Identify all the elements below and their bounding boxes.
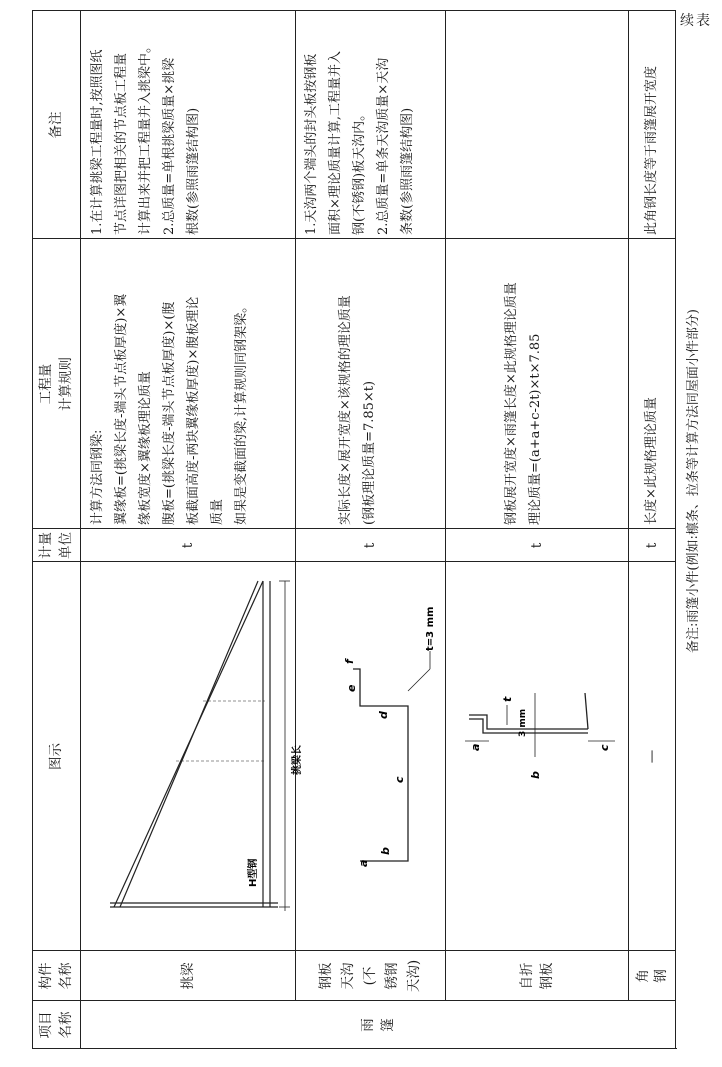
header-unit-text: 计量单位 [38, 532, 74, 559]
footnote-row-divider [676, 1048, 677, 1049]
row2-unit-text: t [362, 542, 378, 549]
row2-note-line: 2.总质量=单条天沟质量×天沟 [376, 57, 391, 235]
dim-c: c [393, 776, 406, 783]
row1-rule-line: 缘板宽度×翼缘板理论质量 [138, 371, 153, 525]
header-project-name [32, 1001, 80, 1049]
dim-d: d [377, 711, 390, 719]
row3-component-line: 钢板 [538, 962, 555, 990]
row4-note-line: 此角钢长度等于雨篷展开宽度 [644, 65, 659, 235]
row1-note-line: 计算出来并把工程量并入挑梁中。 [138, 39, 153, 235]
row3-unit [445, 529, 628, 562]
row1-remarks [86, 11, 206, 239]
row1-rule-line: 板截面高度-两块翼缘板厚度)×腹板理论 [186, 296, 201, 525]
row3-rule [500, 239, 548, 529]
row2-remarks [300, 11, 420, 239]
header-quantity-rule-line1: 工程量 [38, 363, 54, 405]
thickness-leader [408, 669, 430, 691]
row3-rule-line: 理论质量=(a+a+c-2t)×t×7.85 [528, 333, 543, 525]
row1-rule-line: 翼缘板=(挑梁长度-端头节点板厚度)×翼 [114, 293, 129, 525]
row4-diagram-dash: — [644, 749, 660, 764]
row2-component-line: (不 [362, 966, 378, 986]
row2-rule-line: (钢板理论质量=7.85×t) [362, 380, 377, 525]
dim-f: f [343, 659, 356, 664]
row1-unit-text: t [179, 542, 196, 549]
row4-component-line: 钢 [653, 969, 669, 983]
row2-rule [334, 239, 382, 529]
dim-t: t [501, 696, 514, 702]
dim-a: a [357, 859, 370, 867]
dim-b: b [529, 771, 542, 779]
row1-component-text: 挑梁 [179, 962, 196, 990]
header-project-name-text: 项目名称 [38, 1011, 74, 1039]
header-remarks [32, 11, 80, 239]
row1-unit [80, 529, 295, 562]
project-name-line2: 篷 [380, 1018, 396, 1032]
header-diagram-text: 图示 [48, 743, 64, 770]
header-quantity-rule [32, 239, 80, 529]
row2-diagram [295, 562, 445, 951]
dim-b: b [379, 847, 392, 855]
row2-component [295, 951, 445, 1001]
row4-component [628, 951, 676, 1001]
row2-component-line: 天沟) [406, 959, 422, 993]
h-steel-label: H型钢 [248, 858, 259, 887]
row2-component-line: 锈钢 [384, 962, 400, 990]
row2-note-line: 钢(不锈钢)板天沟内。 [352, 107, 367, 235]
row4-remarks [640, 11, 664, 239]
row3-unit-text: t [528, 542, 545, 549]
row2-component-line: 钢板 [318, 962, 334, 990]
row1-rule-line: 质量 [210, 498, 225, 525]
row3-diagram [445, 562, 628, 951]
cantilever-beam-drawing [80, 562, 303, 951]
beam-length-label: 挑梁长 [292, 745, 303, 775]
project-name-line1: 雨 [360, 1018, 376, 1032]
folded-plate-top-lip [469, 715, 588, 729]
row3-component [445, 951, 628, 1001]
row4-unit-text: t [644, 542, 660, 549]
row2-note-line: 面积×理论质量计算,工程量并入 [328, 50, 343, 235]
row1-rule-line: 计算方法同钢梁: [90, 429, 105, 525]
folded-plate-drawing [445, 562, 628, 951]
row3-rule-line: 钢板展开宽度×雨篷长度×此规格理论质量 [504, 282, 519, 525]
row1-rule-line: 腹板=(挑梁长度-端头节点板厚度)×(腹 [162, 301, 177, 525]
row4-component-line: 角 [635, 969, 651, 983]
row1-note-line: 1.在计算挑梁工程量时,按照图纸 [90, 49, 105, 235]
beam-top-edge-inner [120, 581, 258, 907]
folded-plate-bottom-lip [585, 693, 588, 729]
row1-rule [86, 239, 254, 529]
gutter-profile [353, 669, 408, 861]
row2-note-line: 条数(参照雨篷结构图) [400, 107, 415, 235]
header-quantity-rule-line2: 计算规则 [58, 357, 74, 411]
footnote [682, 11, 706, 951]
dim-e: e [345, 684, 358, 692]
row2-component-line: 天沟 [340, 962, 356, 990]
dim-c: c [598, 744, 611, 751]
row1-note-line: 节点详图把相关的节点板工程量 [114, 52, 129, 235]
row2-rule-line: 实际长度×展开宽度×该规格的理论质量 [338, 295, 353, 525]
header-component-name [32, 951, 80, 1001]
continued-label: 续表 [680, 13, 712, 29]
row2-note-line: 1.天沟两个端头的封头板按钢板 [304, 53, 319, 235]
row4-unit [628, 529, 676, 562]
row2-unit [295, 529, 445, 562]
project-name-cell [80, 1001, 676, 1049]
gutter-section-drawing [295, 562, 445, 951]
row4-rule-line: 长度×此规格理论质量 [644, 397, 659, 525]
dim-3mm: 3 mm [518, 708, 528, 737]
row3-component-line: 自折 [518, 962, 535, 990]
dim-thickness: t=3 mm [425, 606, 436, 651]
header-remarks-text: 备注 [48, 111, 64, 139]
footnote-text: 备注:雨篷小件(例如:檩条、拉条等计算方法同屋面小件部分) [686, 309, 701, 653]
row1-component [80, 951, 295, 1001]
dim-a: a [469, 743, 482, 751]
header-diagram [32, 562, 80, 951]
row4-diagram [628, 562, 676, 951]
row1-rule-line: 如果是变截面的梁,计算规则同钢架梁。 [234, 299, 249, 525]
row1-note-line: 2.总质量=单根挑梁质量×挑梁 [162, 57, 177, 235]
row4-rule [640, 239, 664, 529]
row1-note-line: 根数(参照雨篷结构图) [186, 107, 201, 235]
header-unit [32, 529, 80, 562]
header-component-name-text: 构件名称 [38, 962, 74, 990]
row1-diagram [80, 562, 303, 951]
